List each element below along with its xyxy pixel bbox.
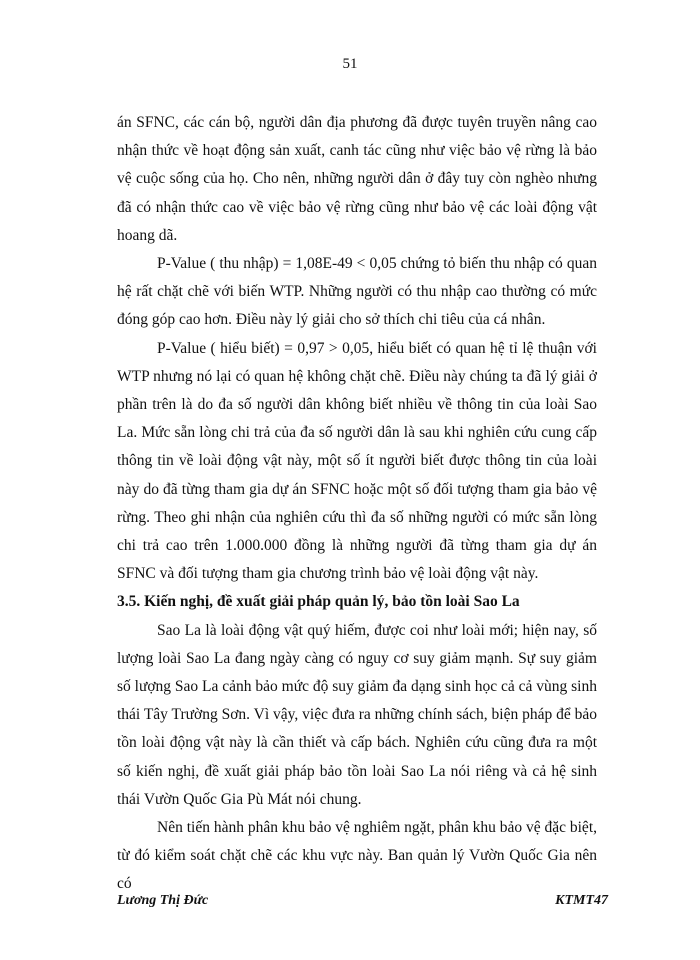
paragraph-protection-zones: Nên tiến hành phân khu bảo vệ nghiêm ngặt, phân khu bảo vệ đặc biệt, từ đó kiểm soát chặt chẽ các khu vực này. Ban quản lý Vườn Quốc Gia nên có [117, 819, 597, 893]
paragraph-pvalue-income: P-Value ( thu nhập) = 1,08E-49 < 0,05 chứng tỏ biến thu nhập có quan hệ rất chặt chẽ với biến WTP. Những người có thu nhập cao thường có mức đóng góp cao hơn. Điều này lý giải cho sở thích chi tiêu của cá nhân. [117, 255, 597, 329]
page-number: 51 [342, 56, 358, 72]
paragraph-pvalue-knowledge: P-Value ( hiểu biết) = 0,97 > 0,05, hiểu biết có quan hệ tỉ lệ thuận với WTP nhưng nó lại có quan hệ không chặt chẽ. Điều này chúng ta đã lý giải ở phần trên là do đa số người dân không biết nhiều về thông tin của loài Sao La. Mức sẵn lòng chi trả của đa số người dân là sau khi nghiên cứu cung cấp thông tin về loài động vật này, một số ít người biết được thông tin của loài này do đã từng tham gia dự án SFNC hoặc một số đối tượng tham gia bảo vệ rừng. Theo ghi nhận của nghiên cứu thì đa số những người có mức sẵn lòng chi trả cao trên 1.000.000 đồng là những người đã từng tham gia dự án SFNC và đối tượng tham gia chương trình bảo vệ loài động vật này. [117, 339, 597, 583]
paragraph-sfnc-awareness: án SFNC, các cán bộ, người dân địa phương đã được tuyên truyền nâng cao nhận thức về hoạt động sản xuất, canh tác cũng như việc bảo vệ rừng là bảo vệ cuộc sống của họ. Cho nên, những người dân ở đây tuy còn nghèo nhưng đã có nhận thức cao về việc bảo vệ rừng cũng như bảo vệ các loài động vật hoang dã. [117, 114, 597, 244]
page-footer [117, 893, 608, 909]
paragraph-saola-conservation: Sao La là loài động vật quý hiếm, được coi như loài mới; hiện nay, số lượng loài Sao La đang ngày càng có nguy cơ suy giảm mạnh. Sự suy giảm số lượng Sao La cảnh bảo mức độ suy giảm đa dạng sinh học cả cả vùng sinh thái Tây Trường Sơn. Vì vậy, việc đưa ra những chính sách, biện pháp để bảo tồn loài động vật này là cần thiết và cấp bách. Nghiên cứu cũng đưa ra một số kiến nghị, đề xuất giải pháp bảo tồn loài Sao La nói riêng và cả hệ sinh thái Vườn Quốc Gia Pù Mát nói chung. [117, 621, 597, 808]
document-body [117, 109, 597, 899]
footer-author: Lương Thị Đức [117, 893, 209, 908]
footer-class-code: KTMT47 [555, 893, 608, 908]
section-heading-3-5: 3.5. Kiến nghị, đề xuất giải pháp quản lý, bảo tồn loài Sao La [117, 593, 520, 611]
